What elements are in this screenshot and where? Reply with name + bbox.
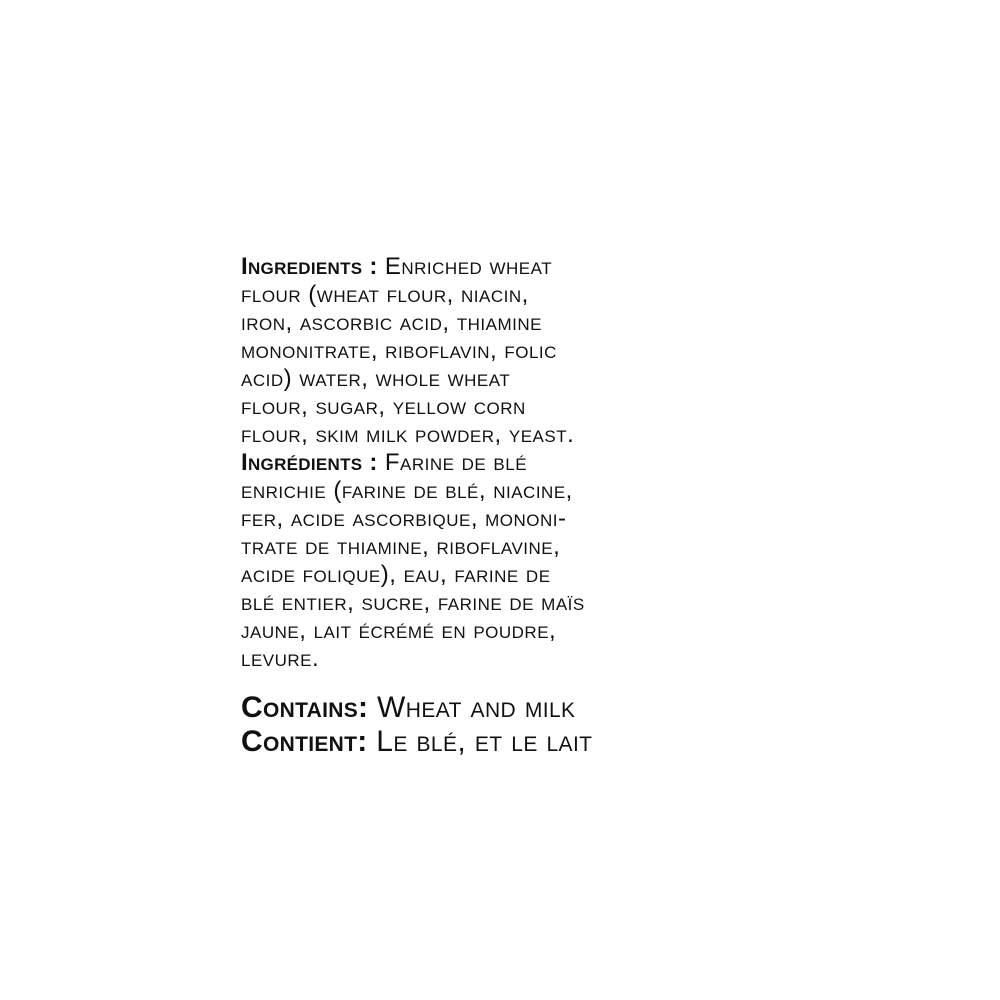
ingredients-line: blé entier, sucre, farine de maïs (241, 589, 585, 616)
contains-heading: Contains: (241, 691, 369, 724)
ingredients-line: acide folique), eau, farine de (241, 561, 551, 588)
ingredients-line: fer, acide ascorbique, mononi- (241, 505, 567, 532)
ingredients-heading-fr: Ingrédients : (241, 449, 378, 476)
ingredients-label (241, 253, 781, 759)
ingredients-french (241, 449, 781, 673)
ingredients-heading: Ingredients : (241, 253, 378, 280)
ingredients-line: jaune, lait écrémé en poudre, (241, 617, 557, 644)
ingredients-line: levure. (241, 645, 320, 672)
contient-line (241, 725, 781, 759)
contains-line (241, 691, 781, 725)
ingredients-line: flour (wheat flour, niacin, (241, 281, 529, 308)
ingredients-line: iron, ascorbic acid, thiamine (241, 309, 542, 336)
contains-value: Wheat and milk (377, 691, 576, 724)
contient-value: Le blé, et le lait (376, 725, 593, 758)
contient-heading: Contient: (241, 725, 368, 758)
ingredients-text: Enriched wheat (384, 253, 553, 280)
ingredients-line: enrichie (farine de blé, niacine, (241, 477, 573, 504)
ingredients-line: mononitrate, riboflavin, folic (241, 337, 557, 364)
allergen-statement (241, 691, 781, 759)
ingredients-line: trate de thiamine, riboflavine, (241, 533, 561, 560)
ingredients-line: flour, skim milk powder, yeast. (241, 421, 575, 448)
ingredients-line (241, 449, 781, 477)
ingredients-line: flour, sugar, yellow corn (241, 393, 526, 420)
ingredients-text: Farine de blé (384, 449, 528, 476)
ingredients-english (241, 253, 781, 449)
ingredients-line (241, 253, 781, 281)
ingredients-line: acid) water, whole wheat (241, 365, 511, 392)
